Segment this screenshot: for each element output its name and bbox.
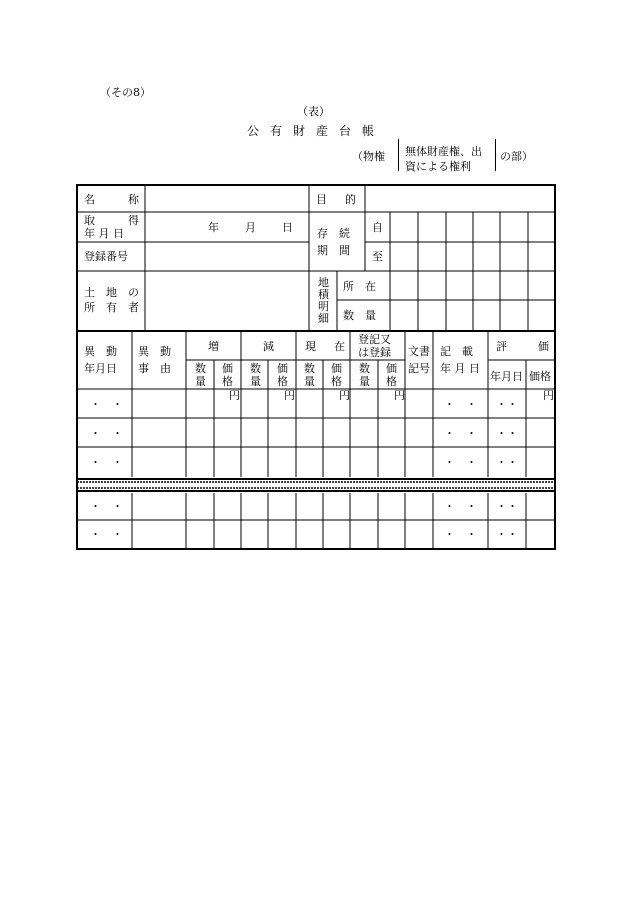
row4-change-date-dots: ・ ・ — [90, 500, 123, 513]
name-label-b: 称 — [128, 193, 139, 206]
increase-label: 増 — [208, 340, 219, 353]
row4-entry-date-dots: ・ ・ — [444, 500, 477, 513]
name-label-a: 名 — [84, 193, 95, 206]
acquisition-year: 年 — [208, 221, 219, 234]
change-date-label-1: 異 動 — [84, 345, 117, 358]
row5-eval-date-dots: ・・ — [496, 528, 518, 541]
acquisition-label-date: 年 月 日 — [84, 227, 124, 240]
subtitle-bracket-line2: 資による権利 — [405, 160, 471, 173]
purpose-label-b: 的 — [345, 193, 356, 206]
change-reason-label-2: 事 由 — [138, 362, 171, 375]
decrease-qty-1: 数 — [250, 362, 261, 375]
row2-change-date-dots: ・ ・ — [90, 427, 123, 440]
acquisition-month: 月 — [245, 221, 256, 234]
document-number-label-1: 文書 — [408, 345, 430, 358]
row1-decrease-yen: 円 — [284, 389, 295, 402]
to-label: 至 — [372, 250, 383, 263]
registration-number-label: 登録番号 — [84, 250, 128, 263]
current-label-b: 在 — [334, 340, 345, 353]
row5-change-date-dots: ・ ・ — [90, 528, 123, 541]
row3-eval-date-dots: ・・ — [496, 456, 518, 469]
row1-change-date-dots: ・ ・ — [90, 398, 123, 411]
increase-price-2: 格 — [222, 375, 233, 388]
row3-change-date-dots: ・ ・ — [90, 456, 123, 469]
row5-entry-date-dots: ・ ・ — [444, 528, 477, 541]
registered-qty-1: 数 — [359, 362, 370, 375]
front-side-label: （表） — [297, 105, 330, 118]
row1-eval-yen: 円 — [543, 389, 554, 402]
row1-registered-yen: 円 — [394, 389, 405, 402]
land-owner-label-2: 所 有 者 — [84, 301, 139, 314]
decrease-label: 減 — [263, 340, 274, 353]
increase-price-1: 価 — [222, 362, 233, 375]
acquisition-label-b: 得 — [128, 214, 139, 227]
row3-entry-date-dots: ・ ・ — [444, 456, 477, 469]
current-price-1: 価 — [331, 362, 342, 375]
evaluation-label-a: 評 — [496, 340, 507, 353]
decrease-qty-2: 量 — [250, 375, 261, 388]
subtitle-close: の部） — [500, 150, 533, 163]
location-label: 所 在 — [343, 280, 376, 293]
registered-qty-2: 量 — [359, 375, 370, 388]
form-number-note: （その8） — [100, 86, 151, 99]
row1-eval-date-dots: ・・ — [496, 398, 518, 411]
land-detail-label-4: 細 — [318, 312, 329, 325]
land-detail-label-3: 明 — [318, 300, 329, 313]
duration-label-2: 期 間 — [317, 244, 350, 257]
decrease-price-2: 格 — [277, 375, 288, 388]
row1-entry-date-dots: ・ ・ — [444, 398, 477, 411]
land-detail-label-2: 積 — [318, 288, 329, 301]
from-label: 自 — [372, 221, 383, 234]
row2-entry-date-dots: ・ ・ — [444, 427, 477, 440]
row4-eval-date-dots: ・・ — [496, 500, 518, 513]
row2-eval-date-dots: ・・ — [496, 427, 518, 440]
page-title: 公有財産台帳 — [247, 124, 386, 138]
current-label-a: 現 — [305, 340, 316, 353]
current-price-2: 格 — [331, 375, 342, 388]
change-reason-label-1: 異 動 — [138, 345, 171, 358]
subtitle-open: （物権 — [352, 150, 385, 163]
quantity-label: 数 量 — [343, 309, 376, 322]
evaluation-price-label: 価格 — [529, 370, 551, 383]
entry-date-label-2: 年 月 日 — [440, 362, 480, 375]
land-detail-label-1: 地 — [318, 276, 329, 289]
row1-current-yen: 円 — [339, 389, 350, 402]
registered-price-1: 価 — [386, 362, 397, 375]
entry-date-label-1: 記 載 — [440, 345, 473, 358]
acquisition-label-a: 取 — [84, 214, 95, 227]
evaluation-date-label: 年月日 — [490, 370, 523, 383]
purpose-label-a: 目 — [316, 193, 327, 206]
acquisition-day: 日 — [282, 221, 293, 234]
increase-qty-2: 量 — [195, 375, 206, 388]
row1-increase-yen: 円 — [229, 389, 240, 402]
subtitle-bracket-line1: 無体財産権、出 — [405, 145, 482, 158]
registration-label-1: 登記又 — [358, 333, 391, 346]
document-number-label-2: 記号 — [408, 362, 430, 375]
registration-label-2: は登録 — [358, 346, 391, 359]
registered-price-2: 格 — [386, 375, 397, 388]
current-qty-1: 数 — [304, 362, 315, 375]
decrease-price-1: 価 — [277, 362, 288, 375]
change-date-label-2: 年月日 — [84, 362, 117, 375]
current-qty-2: 量 — [304, 375, 315, 388]
increase-qty-1: 数 — [195, 362, 206, 375]
land-owner-label-1: 土 地 の — [84, 286, 139, 299]
duration-label-1: 存 続 — [317, 227, 350, 240]
evaluation-label-b: 価 — [538, 340, 549, 353]
